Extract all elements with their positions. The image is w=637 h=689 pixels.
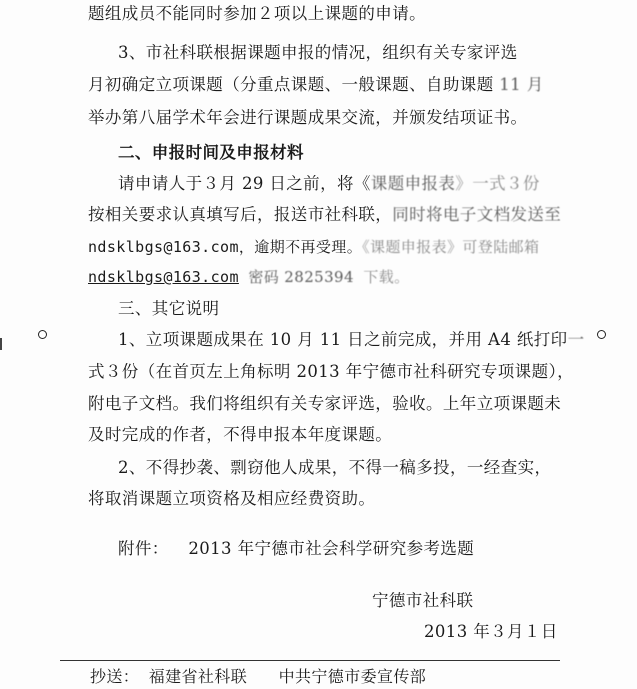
page-edge-mark [0, 338, 2, 350]
text-line: 请申请人于３月 29 日之前，将《课题申报表》一式３份 [118, 174, 540, 193]
text-line: 举办第八届学术年会进行课题成果交流，并颁发结项证书。 [88, 108, 528, 127]
text-line: 附电子文档。我们将组织有关专家评选，验收。上年立项课题未 [88, 394, 562, 413]
text-line: 月初确定立项课题（分重点课题、一般课题、自助课题 11 月 [88, 75, 544, 94]
text-line: 2、不得抄袭、剽窃他人成果，不得一稿多投，一经查实， [118, 458, 552, 477]
text-line: 将取消课题立项资格及相应经费资助。 [88, 489, 376, 508]
signature-date: 2013 年３月１日 [424, 622, 558, 641]
cc-recipient: 福建省社科联 [148, 667, 248, 686]
text-line: 及时完成的作者，不得申报本年度课题。 [88, 425, 393, 444]
cc-label: 抄送： [90, 667, 140, 686]
text-line: 式３份（在首页左上角标明 2013 年宁德市社科研究专项课题）， [88, 362, 575, 381]
text-line: 3、市社科联根据课题申报的情况，组织有关专家评选 [118, 43, 518, 62]
text-line: ndsklbgs@163.com 密码 2825394 下载。 [88, 268, 410, 286]
section-heading: 二、申报时间及申报材料 [118, 143, 304, 162]
text-line: 按相关要求认真填写后，报送市社科联，同时将电子文档发送至 [88, 205, 562, 224]
cc-recipient: 中共宁德市委宣传部 [278, 667, 427, 686]
cc-line [90, 666, 426, 688]
attachment-label: 附件： [118, 539, 169, 558]
cc-divider [60, 660, 560, 661]
text-line: 题组成员不能同时参加２项以上课题的申请。 [88, 4, 426, 23]
section-heading: 三、其它说明 [118, 299, 220, 318]
signature-org: 宁德市社科联 [372, 591, 474, 610]
text-line: 1、立项课题成果在 10 月 11 日之前完成，并用 A4 纸打印一 [118, 330, 585, 349]
attachment-line [118, 538, 474, 560]
binding-hole-left [38, 330, 47, 339]
text-line: ndsklbgs@163.com，逾期不再受理。《课题申报表》可登陆邮箱 [88, 238, 540, 256]
attachment-title: 2013 年宁德市社会科学研究参考选题 [188, 539, 475, 558]
binding-hole-right [597, 330, 606, 339]
